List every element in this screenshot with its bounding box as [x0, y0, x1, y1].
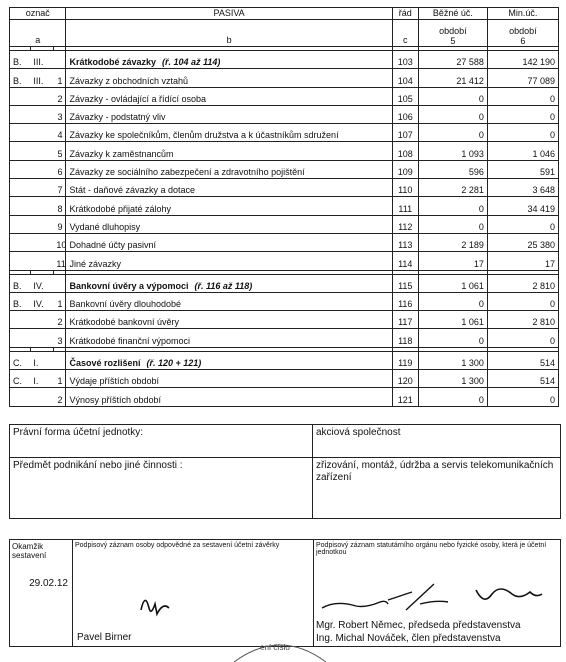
row-oznac-2	[30, 329, 53, 347]
row-minule: 0	[487, 124, 558, 142]
table-row	[10, 329, 559, 347]
business-activity-label: Předmět podnikání nebo jiné činnosti :	[10, 458, 313, 518]
row-minule: 0	[487, 215, 558, 233]
row-minule: 0	[487, 388, 558, 406]
statutory-name-1: Mgr. Robert Němec, předseda představenstva	[316, 620, 521, 631]
business-activity-row	[10, 458, 560, 518]
row-oznac-3: 5	[53, 142, 66, 160]
row-minule: 514	[487, 370, 558, 388]
row-minule: 3 648	[487, 179, 558, 197]
row-minule: 34 419	[487, 197, 558, 215]
row-oznac-3: 4	[53, 124, 66, 142]
table-row	[10, 179, 559, 197]
row-rad: 119	[392, 351, 418, 369]
row-oznac-3: 2	[53, 311, 66, 329]
row-label-text: Bankovní úvěry a výpomoci	[69, 280, 189, 291]
row-label	[66, 51, 392, 69]
row-rad: 116	[392, 292, 418, 310]
legal-form-label: Právní forma účetní jednotky:	[10, 425, 313, 457]
stamp-text: ení číslo	[260, 643, 290, 652]
row-label-text: Stát - daňové závazky a dotace	[69, 185, 196, 196]
row-minule: 0	[487, 329, 558, 347]
row-minule: 591	[487, 160, 558, 178]
table-row	[10, 197, 559, 215]
row-oznac-1: C.	[10, 351, 31, 369]
header-6: 6	[520, 36, 526, 46]
row-bezne: 0	[418, 124, 487, 142]
row-oznac-1: B.	[10, 292, 31, 310]
row-oznac-2: IV.	[30, 292, 53, 310]
row-label	[66, 215, 392, 233]
row-minule: 514	[487, 351, 558, 369]
row-bezne: 17	[418, 252, 487, 270]
header-a: a	[10, 20, 66, 47]
row-label-text: Závazky - podstatný vliv	[69, 112, 166, 123]
row-bezne: 0	[418, 215, 487, 233]
table-row	[10, 388, 559, 406]
table-row	[10, 351, 559, 369]
row-rad: 110	[392, 179, 418, 197]
row-oznac-3: 7	[53, 179, 66, 197]
compiled-moment-label: Okamžik sestavení	[12, 542, 47, 560]
header-minule: Min.úč.	[487, 8, 558, 20]
business-activity-value: zřizování, montáž, údržba a servis telekomunikačních zařízení	[316, 460, 554, 483]
row-label	[66, 179, 392, 197]
header-oznac: označ	[10, 8, 66, 20]
entity-info-box	[9, 424, 561, 519]
row-oznac-3: 8	[53, 197, 66, 215]
table-row	[10, 87, 559, 105]
row-label-text: Krátkodobé bankovní úvěry	[69, 317, 180, 328]
row-oznac-2	[30, 105, 53, 123]
row-oznac-1	[10, 233, 31, 251]
row-bezne: 0	[418, 292, 487, 310]
preparer-signature-scribble	[133, 580, 213, 620]
preparer-signature-cell	[73, 540, 314, 646]
row-label-text: Krátkodobé závazky	[69, 57, 156, 68]
table-row	[10, 311, 559, 329]
row-label-text: Jiné závazky	[69, 258, 121, 269]
row-oznac-3: 11	[53, 252, 66, 270]
row-rad: 117	[392, 311, 418, 329]
row-oznac-3: 1	[53, 69, 66, 87]
row-label-text: Výnosy příštích období	[69, 394, 162, 405]
row-oznac-1	[10, 252, 31, 270]
row-rad: 115	[392, 274, 418, 292]
row-label-text: Dohadné účty pasivní	[69, 240, 157, 251]
row-oznac-2: I.	[30, 351, 53, 369]
row-oznac-3: 9	[53, 215, 66, 233]
row-bezne: 21 412	[418, 69, 487, 87]
row-label	[66, 311, 392, 329]
row-oznac-2	[30, 252, 53, 270]
preparer-signature-label: Podpisový záznam osoby odpovědné za sestavení účetní závěrky	[75, 542, 280, 549]
row-label-text: Závazky ze sociálního zabezpečení a zdravotního pojištění	[69, 167, 305, 178]
row-oznac-1	[10, 311, 31, 329]
row-rad: 106	[392, 105, 418, 123]
row-rad: 105	[392, 87, 418, 105]
row-rad: 104	[392, 69, 418, 87]
row-bezne: 1 061	[418, 274, 487, 292]
row-label-text: Vydané dluhopisy	[69, 221, 141, 232]
row-rad: 121	[392, 388, 418, 406]
table-row	[10, 105, 559, 123]
table-row	[10, 252, 559, 270]
row-label	[66, 142, 392, 160]
table-row	[10, 124, 559, 142]
row-label-text: Časové rozlišení	[69, 358, 141, 369]
header-minule-obdobi	[487, 20, 558, 47]
row-oznac-1: C.	[10, 370, 31, 388]
row-oznac-2	[30, 215, 53, 233]
legal-form-row	[10, 425, 560, 458]
table-row	[10, 233, 559, 251]
company-stamp	[230, 632, 330, 662]
table-row	[10, 215, 559, 233]
statutory-signature-label: Podpisový záznam statutárního orgánu nebo fyzické osoby, která je účetní jednotkou	[316, 542, 547, 556]
row-label-text: Závazky - ovládající a řídící osoba	[69, 93, 207, 104]
row-oznac-3: 3	[53, 105, 66, 123]
header-pasiva: PASIVA	[66, 8, 392, 20]
row-rad: 114	[392, 252, 418, 270]
row-label	[66, 87, 392, 105]
compiled-date: 29.02.12	[29, 578, 68, 589]
row-oznac-2: III.	[30, 69, 53, 87]
row-label	[66, 274, 392, 292]
row-oznac-1	[10, 160, 31, 178]
row-minule: 142 190	[487, 51, 558, 69]
row-oznac-1	[10, 87, 31, 105]
row-sum-formula: (ř. 116 až 118)	[194, 280, 253, 291]
row-sum-formula: (ř. 104 až 114)	[162, 57, 221, 68]
row-oznac-2	[30, 197, 53, 215]
row-label	[66, 351, 392, 369]
row-oznac-2	[30, 233, 53, 251]
row-oznac-3: 2	[53, 87, 66, 105]
row-label-text: Krátkodobé přijaté zálohy	[69, 203, 172, 214]
row-label	[66, 292, 392, 310]
table-row	[10, 51, 559, 69]
row-label	[66, 160, 392, 178]
row-oznac-3: 10	[53, 233, 66, 251]
row-oznac-3	[53, 274, 66, 292]
statutory-signatures-scribble	[316, 570, 546, 615]
row-minule: 77 089	[487, 69, 558, 87]
row-rad: 118	[392, 329, 418, 347]
row-minule: 1 046	[487, 142, 558, 160]
row-label-text: Bankovní úvěry dlouhodobé	[69, 299, 182, 310]
row-minule: 0	[487, 105, 558, 123]
row-rad: 120	[392, 370, 418, 388]
header-c: c	[392, 20, 418, 47]
row-oznac-2	[30, 87, 53, 105]
row-label	[66, 388, 392, 406]
row-rad: 103	[392, 51, 418, 69]
row-bezne: 0	[418, 105, 487, 123]
row-label	[66, 370, 392, 388]
row-oznac-1	[10, 142, 31, 160]
row-sum-formula: (ř. 120 + 121)	[146, 358, 202, 369]
row-bezne: 27 588	[418, 51, 487, 69]
row-bezne: 0	[418, 388, 487, 406]
legal-form-value: akciová společnost	[316, 427, 401, 438]
statutory-signature-cell	[314, 540, 560, 646]
header-rad: řád	[392, 8, 418, 20]
row-label	[66, 233, 392, 251]
row-label-text: Výdaje příštích období	[69, 376, 160, 387]
row-oznac-1: B.	[10, 274, 31, 292]
row-label-text: Krátkodobé finanční výpomoci	[69, 335, 191, 346]
row-oznac-2	[30, 142, 53, 160]
row-oznac-3: 1	[53, 370, 66, 388]
row-rad: 112	[392, 215, 418, 233]
table-row	[10, 142, 559, 160]
preparer-name: Pavel Birner	[77, 632, 132, 643]
row-oznac-2	[30, 160, 53, 178]
row-minule: 2 810	[487, 311, 558, 329]
row-oznac-2	[30, 179, 53, 197]
row-label	[66, 329, 392, 347]
row-oznac-3: 3	[53, 329, 66, 347]
table-header-row	[10, 8, 559, 20]
row-label-text: Závazky ke společníkům, členům družstva a k účastníkům sdružení	[69, 130, 339, 141]
compiled-moment-cell	[10, 540, 73, 646]
header-bezne: Běžné úč.	[418, 8, 487, 20]
table-subheader-row	[10, 20, 559, 47]
row-oznac-1	[10, 215, 31, 233]
row-oznac-1: B.	[10, 51, 31, 69]
row-oznac-1	[10, 197, 31, 215]
row-oznac-1	[10, 329, 31, 347]
row-bezne: 2 281	[418, 179, 487, 197]
row-oznac-2: I.	[30, 370, 53, 388]
row-label	[66, 69, 392, 87]
row-rad: 107	[392, 124, 418, 142]
row-label	[66, 197, 392, 215]
table-row	[10, 370, 559, 388]
row-rad: 113	[392, 233, 418, 251]
row-oznac-3: 2	[53, 388, 66, 406]
balance-sheet-document	[9, 7, 559, 407]
table-row	[10, 69, 559, 87]
row-minule: 17	[487, 252, 558, 270]
header-obdobi5: období	[439, 26, 467, 36]
header-obdobi6: období	[509, 26, 537, 36]
signature-box	[9, 539, 561, 647]
row-oznac-3	[53, 351, 66, 369]
row-rad: 108	[392, 142, 418, 160]
row-oznac-2: III.	[30, 51, 53, 69]
row-label-text: Závazky k zaměstnancům	[69, 148, 174, 159]
row-bezne: 1 093	[418, 142, 487, 160]
row-oznac-1	[10, 388, 31, 406]
header-b: b	[66, 20, 392, 47]
row-oznac-1	[10, 124, 31, 142]
row-minule: 0	[487, 292, 558, 310]
row-label-text: Závazky z obchodních vztahů	[69, 75, 189, 86]
row-bezne: 0	[418, 329, 487, 347]
row-oznac-3	[53, 51, 66, 69]
row-oznac-2: IV.	[30, 274, 53, 292]
row-bezne: 0	[418, 87, 487, 105]
row-oznac-3: 1	[53, 292, 66, 310]
row-minule: 2 810	[487, 274, 558, 292]
row-rad: 111	[392, 197, 418, 215]
row-bezne: 1 061	[418, 311, 487, 329]
row-label	[66, 124, 392, 142]
row-bezne: 596	[418, 160, 487, 178]
table-body	[10, 47, 559, 407]
table-row	[10, 160, 559, 178]
row-oznac-2	[30, 311, 53, 329]
table-row	[10, 292, 559, 310]
row-label	[66, 252, 392, 270]
row-bezne: 1 300	[418, 351, 487, 369]
row-oznac-3: 6	[53, 160, 66, 178]
row-bezne: 0	[418, 197, 487, 215]
row-oznac-1	[10, 179, 31, 197]
row-bezne: 2 189	[418, 233, 487, 251]
row-oznac-1: B.	[10, 69, 31, 87]
row-minule: 25 380	[487, 233, 558, 251]
row-rad: 109	[392, 160, 418, 178]
row-minule: 0	[487, 87, 558, 105]
row-label	[66, 105, 392, 123]
row-oznac-1	[10, 105, 31, 123]
header-5: 5	[450, 36, 456, 46]
row-oznac-2	[30, 124, 53, 142]
statutory-name-2: Ing. Michal Nováček, člen představenstva	[316, 633, 501, 644]
row-oznac-2	[30, 388, 53, 406]
table-row	[10, 274, 559, 292]
header-bezne-obdobi	[418, 20, 487, 47]
row-bezne: 1 300	[418, 370, 487, 388]
pasiva-table	[9, 7, 559, 407]
